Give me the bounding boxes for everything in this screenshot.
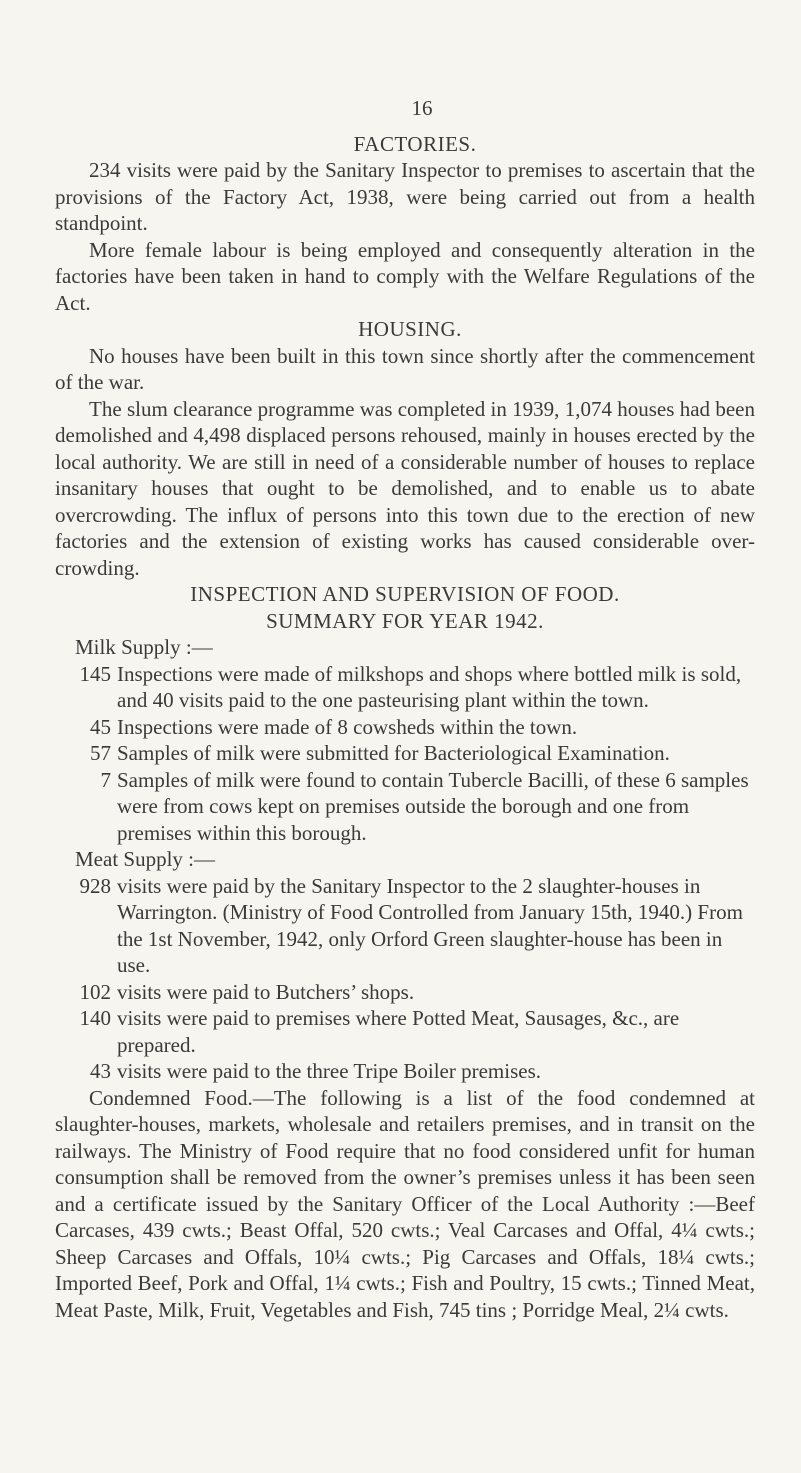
item-text: Samples of milk were found to contain Tubercle Bacilli, of these 6 samples were from cows kept on premises outside the borough and one from premises within this borough. — [117, 767, 749, 845]
factories-section — [55, 131, 755, 317]
list-item — [55, 740, 755, 767]
list-item — [55, 661, 755, 714]
item-number: 145 — [79, 661, 111, 686]
housing-paragraph: No houses have been built in this town since shortly after the commencement of the war. — [55, 343, 755, 394]
item-number: 57 — [90, 741, 111, 765]
housing-section — [55, 316, 755, 581]
food-heading: INSPECTION AND SUPERVISION OF FOOD. — [190, 582, 620, 606]
list-item — [55, 1005, 755, 1058]
item-number: 140 — [79, 1006, 111, 1030]
list-item — [55, 1058, 755, 1085]
food-subheading: SUMMARY FOR YEAR 1942. — [266, 608, 544, 633]
item-text: visits were paid to premises where Potted Meat, Sausages, &c., are prepared. — [117, 1006, 680, 1057]
housing-paragraph: The slum clearance programme was completed in 1939, 1,074 houses had been demolished and 4,498 displaced persons rehoused, mainly in houses erected by the local authority. We are still in need of a considerable number of houses to replace insanitary houses that ought to be demolished, and to enable us to abate overcrowding. The influx of persons into this town due to the erection of new factories and the extension of existing works has caused considerable over-crowding. — [55, 396, 755, 580]
list-item — [55, 979, 755, 1006]
item-text: Inspections were made of 8 cowsheds within the town. — [117, 714, 578, 739]
factories-paragraph: 234 visits were paid by the Sanitary Inspector to premises to ascertain that the provisions of the Factory Act, 1938, were being carried out from a health standpoint. — [55, 158, 755, 235]
page-number: 16 — [411, 96, 433, 120]
item-number: 45 — [90, 714, 111, 739]
item-text: visits were paid by the Sanitary Inspector to the 2 slaughter-houses in Warrington. (Ministry of Food Controlled from January 15th, 1940.) From the 1st November, 1942, only Orford Green slaughter-house has been in use. — [117, 873, 743, 977]
item-number: 928 — [79, 873, 111, 898]
milk-supply-label: Milk Supply :— — [75, 635, 213, 659]
item-text: visits were paid to Butchers’ shops. — [117, 979, 415, 1004]
factories-heading: FACTORIES. — [353, 131, 477, 156]
item-text: Inspections were made of milkshops and shops where bottled milk is sold, and 40 visits paid to the one pasteurising plant within the town. — [117, 661, 742, 712]
meat-supply-label: Meat Supply :— — [75, 847, 215, 871]
list-item — [55, 714, 755, 741]
item-number: 43 — [90, 1059, 111, 1083]
item-number: 7 — [100, 767, 111, 792]
list-item — [55, 873, 755, 979]
item-text: Samples of milk were submitted for Bacteriological Examination. — [117, 741, 670, 765]
food-section — [55, 581, 755, 1323]
document-page — [55, 95, 755, 1323]
item-text: visits were paid to the three Tripe Boiler premises. — [117, 1059, 542, 1083]
item-number: 102 — [79, 979, 111, 1004]
housing-heading: HOUSING. — [358, 317, 462, 341]
factories-paragraph: More female labour is being employed and consequently alteration in the factories have been taken in hand to comply with the Welfare Regulations of the Act. — [55, 237, 755, 315]
list-item — [55, 767, 755, 847]
condemned-food-paragraph: Condemned Food.—The following is a list of the food condemned at slaughter-houses, markets, wholesale and retailers premises, and in transit on the railways. The Ministry of Food require that no food considered unfit for human consumption shall be removed from the owner’s premises unless it has been seen and a certificate issued by the Sanitary Officer of the Local Authority :—Beef Carcases, 439 cwts.; Beast Offal, 520 cwts.; Veal Carcases and Offal, 4¼ cwts.; Sheep Carcases and Offals, 10¼ cwts.; Pig Carcases and Offals, 18¼ cwts.; Imported Beef, Pork and Offal, 1¼ cwts.; Fish and Poultry, 15 cwts.; Tinned Meat, Meat Paste, Milk, Fruit, Vegetables and Fish, 745 tins ; Porridge Meal, 2¼ cwts. — [55, 1085, 755, 1322]
